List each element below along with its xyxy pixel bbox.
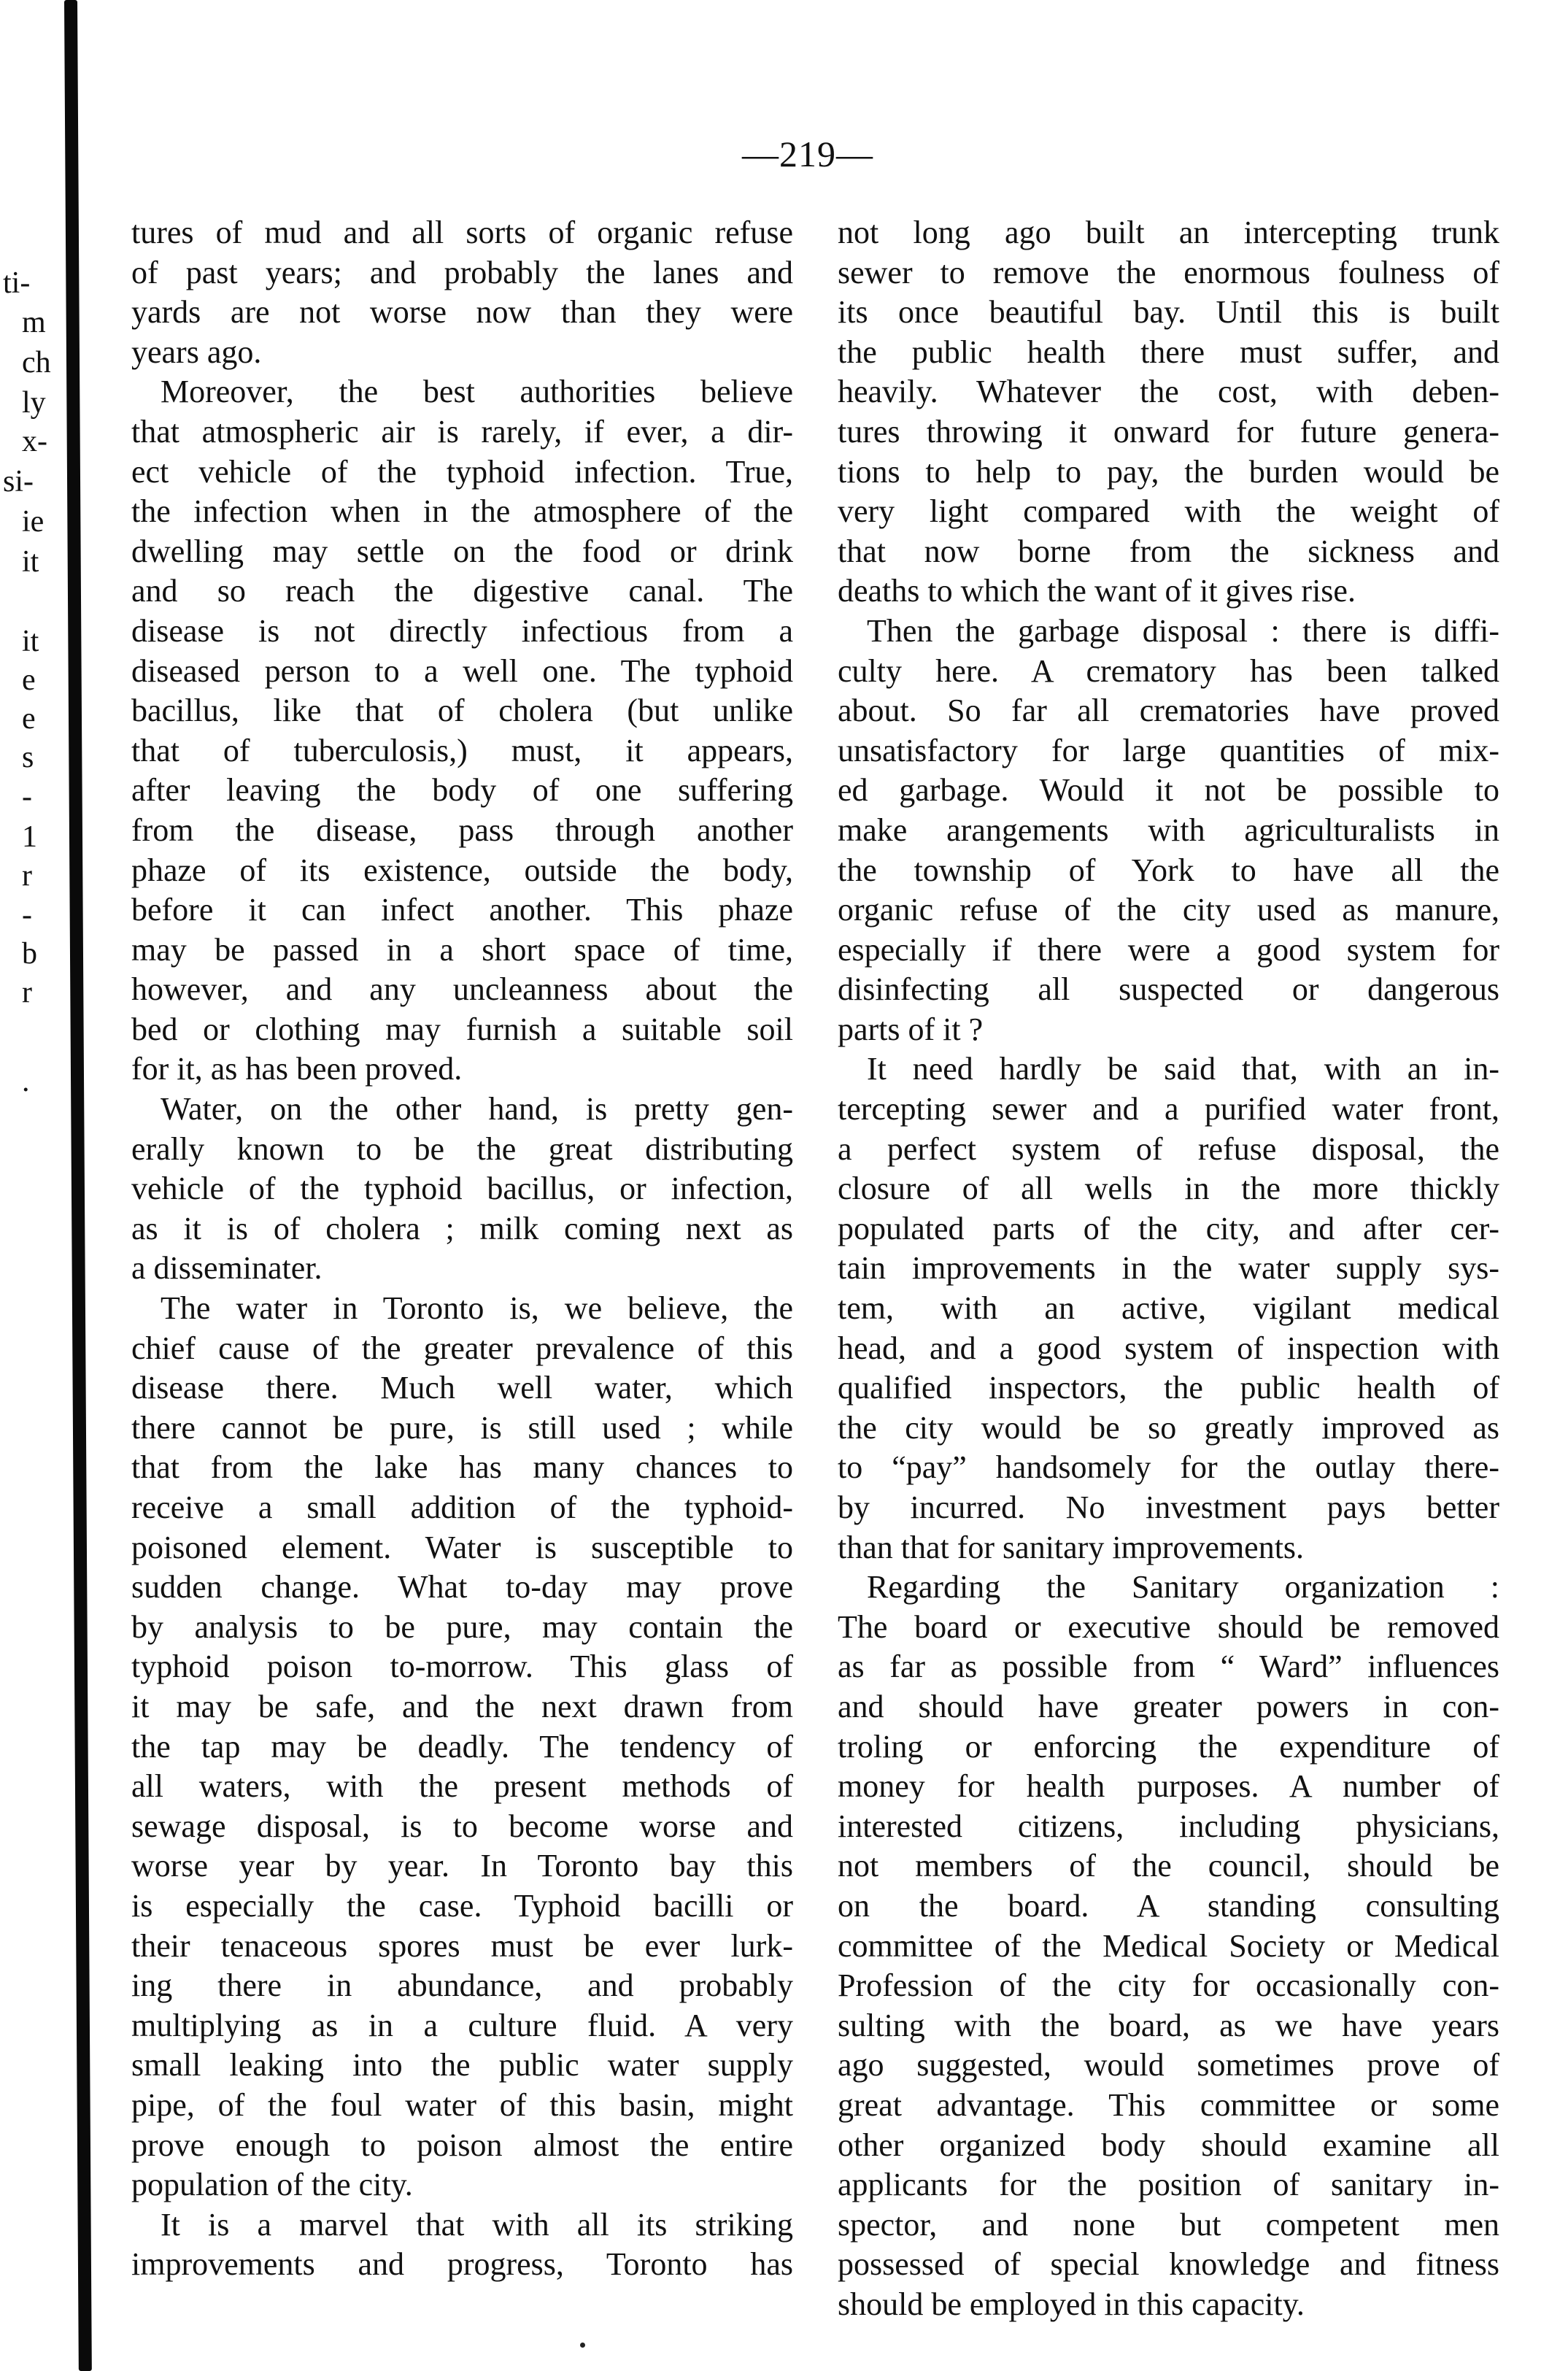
margin-fragment: s <box>22 741 34 774</box>
text-line: money for health purposes. A number of <box>838 1768 1499 1805</box>
margin-fragment: 1 <box>22 820 37 854</box>
text-line: disinfecting all suspected or dangerous <box>838 971 1499 1008</box>
paragraph <box>131 213 793 372</box>
text-line: Regarding the Sanitary organization : <box>867 1569 1499 1605</box>
text-line: troling or enforcing the expenditure of <box>838 1728 1499 1765</box>
text-line: diseased person to a well one. The typhoid <box>131 652 793 689</box>
text-line: that from the lake has many chances to <box>131 1449 793 1486</box>
page-number: —219— <box>742 134 873 174</box>
text-line: than that for sanitary improvements. <box>838 1529 1305 1565</box>
text-line: closure of all wells in the more thickly <box>838 1171 1499 1207</box>
paragraph <box>131 2205 793 2285</box>
margin-fragment: e <box>22 702 36 736</box>
text-line: by incurred. No investment pays better <box>838 1489 1499 1525</box>
text-line: as far as possible from “ Ward” influences <box>838 1649 1499 1685</box>
margin-fragment: m <box>22 306 46 339</box>
text-line: tures throwing it onward for future genera- <box>838 413 1499 450</box>
text-line: that now borne from the sickness and <box>838 533 1499 569</box>
paragraph <box>131 1090 793 1289</box>
text-line: tions to help to pay, the burden would be <box>838 453 1499 490</box>
text-line: tain improvements in the water supply sys- <box>838 1250 1499 1287</box>
page-binding-edge <box>64 0 92 2371</box>
margin-fragment: e <box>22 663 36 697</box>
text-line: should be employed in this capacity. <box>838 2286 1305 2322</box>
text-line: parts of it ? <box>838 1011 984 1047</box>
text-line: improvements and progress, Toronto has <box>131 2246 793 2283</box>
text-line: culty here. A crematory has been talked <box>838 652 1499 689</box>
text-line: populated parts of the city, and after cer- <box>838 1210 1499 1246</box>
margin-fragment: si- <box>3 465 34 498</box>
text-line: from the disease, pass through another <box>131 811 793 848</box>
paragraph <box>838 612 1499 1050</box>
text-line: ing there in abundance, and probably <box>131 1967 793 2004</box>
text-line: ago suggested, would sometimes prove of <box>838 2047 1499 2083</box>
text-line: It is a marvel that with all its striking <box>161 2206 793 2243</box>
text-line: spector, and none but competent men <box>838 2206 1499 2243</box>
paragraph <box>838 1568 1499 2324</box>
text-line: that of tuberculosis,) must, it appears, <box>131 732 793 768</box>
text-line: dwelling may settle on the food or drink <box>131 533 793 569</box>
text-line: however, and any uncleanness about the <box>131 971 793 1008</box>
text-line: applicants for the position of sanitary in- <box>838 2167 1499 2203</box>
text-line: phaze of its existence, outside the body, <box>131 852 793 888</box>
text-line: vehicle of the typhoid bacillus, or infection, <box>131 1171 793 1207</box>
text-line: especially if there were a good system for <box>838 931 1499 968</box>
text-line: not members of the council, should be <box>838 1848 1499 1884</box>
text-line: worse year by year. In Toronto bay this <box>131 1848 793 1884</box>
text-line: and so reach the digestive canal. The <box>131 573 793 609</box>
text-line: committee of the Medical Society or Medical <box>838 1927 1499 1964</box>
text-line: to “pay” handsomely for the outlay there- <box>838 1449 1499 1486</box>
text-line: sulting with the board, as we have years <box>838 2007 1499 2043</box>
text-line: typhoid poison to-morrow. This glass of <box>131 1649 793 1685</box>
text-line: qualified inspectors, the public health of <box>838 1370 1499 1406</box>
text-line: interested citizens, including physicians, <box>838 1808 1499 1844</box>
left-column <box>131 213 793 2285</box>
text-line: tem, with an active, vigilant medical <box>838 1290 1499 1327</box>
margin-fragment: . <box>22 1065 30 1098</box>
text-line: erally known to be the great distributing <box>131 1130 793 1167</box>
right-column <box>838 213 1499 2324</box>
text-line: great advantage. This committee or some <box>838 2086 1499 2123</box>
margin-fragment: ti- <box>3 266 31 300</box>
margin-fragment: x- <box>22 425 47 458</box>
text-line: tercepting sewer and a purified water front, <box>838 1091 1499 1127</box>
text-line: the tap may be deadly. The tendency of <box>131 1728 793 1765</box>
margin-fragment: it <box>22 625 39 658</box>
text-line: yards are not worse now than they were <box>131 294 793 331</box>
text-line: very light compared with the weight of <box>838 493 1499 530</box>
text-line: It need hardly be said that, with an in- <box>867 1051 1499 1087</box>
text-line: as it is of cholera ; milk coming next as <box>131 1210 793 1246</box>
text-line: there cannot be pure, is still used ; while <box>131 1409 793 1446</box>
text-line: Water, on the other hand, is pretty gen- <box>161 1091 793 1127</box>
text-line: that atmospheric air is rarely, if ever, a dir- <box>131 413 793 450</box>
text-line: Moreover, the best authorities believe <box>161 374 793 410</box>
margin-fragment: b <box>22 937 37 971</box>
paragraph <box>838 1049 1499 1568</box>
margin-fragment: r <box>22 976 32 1009</box>
text-line: on the board. A standing consulting <box>838 1887 1499 1924</box>
paragraph <box>838 213 1499 612</box>
text-line: receive a small addition of the typhoid- <box>131 1489 793 1525</box>
text-line: tures of mud and all sorts of organic refuse <box>131 215 793 250</box>
text-line: all waters, with the present methods of <box>131 1768 793 1805</box>
text-line: ect vehicle of the typhoid infection. True, <box>131 453 793 490</box>
text-line: the township of York to have all the <box>838 852 1499 888</box>
text-line: Profession of the city for occasionally con- <box>838 1967 1499 2004</box>
text-line: disease is not directly infectious from a <box>131 612 793 649</box>
text-line: small leaking into the public water supply <box>131 2047 793 2083</box>
text-line: about. So far all crematories have proved <box>838 693 1499 729</box>
text-line: bacillus, like that of cholera (but unlike <box>131 693 793 729</box>
text-line: the infection when in the atmosphere of the <box>131 493 793 530</box>
text-line: may be passed in a short space of time, <box>131 931 793 968</box>
text-line: prove enough to poison almost the entire <box>131 2127 793 2163</box>
text-line: deaths to which the want of it gives rise. <box>838 573 1356 609</box>
text-line: a perfect system of refuse disposal, the <box>838 1130 1499 1167</box>
text-line: population of the city. <box>131 2167 413 2203</box>
ink-speck <box>580 2343 585 2348</box>
text-line: multiplying as in a culture fluid. A very <box>131 2007 793 2043</box>
text-line: sewer to remove the enormous foulness of <box>838 254 1499 290</box>
text-line: heavily. Whatever the cost, with deben- <box>838 374 1499 410</box>
text-line: the city would be so greatly improved as <box>838 1409 1499 1446</box>
margin-fragment: it <box>22 545 39 579</box>
margin-fragment: - <box>22 780 32 814</box>
text-line: their tenaceous spores must be ever lurk- <box>131 1927 793 1964</box>
text-line: Then the garbage disposal : there is diffi- <box>867 612 1499 649</box>
margin-fragment: ie <box>22 505 45 539</box>
text-line: it may be safe, and the next drawn from <box>131 1688 793 1724</box>
text-line: poisoned element. Water is susceptible to <box>131 1529 793 1565</box>
text-line: ed garbage. Would it not be possible to <box>838 772 1499 809</box>
text-line: for it, as has been proved. <box>131 1051 463 1087</box>
text-line: by analysis to be pure, may contain the <box>131 1608 793 1645</box>
text-line: other organized body should examine all <box>838 2127 1499 2163</box>
text-line: organic refuse of the city used as manure, <box>838 892 1499 928</box>
text-line: of past years; and probably the lanes and <box>131 254 793 290</box>
text-line: and should have greater powers in con- <box>838 1688 1499 1724</box>
text-line: The board or executive should be removed <box>838 1608 1499 1645</box>
text-line: pipe, of the foul water of this basin, might <box>131 2086 793 2123</box>
text-line: The water in Toronto is, we believe, the <box>161 1290 793 1327</box>
text-line: bed or clothing may furnish a suitable soil <box>131 1011 793 1047</box>
text-line: its once beautiful bay. Until this is built <box>838 294 1499 331</box>
paragraph <box>131 372 793 1090</box>
text-line: the public health there must suffer, and <box>838 334 1499 370</box>
text-line: a disseminater. <box>131 1250 323 1287</box>
text-line: possessed of special knowledge and fitness <box>838 2246 1499 2283</box>
text-line: is especially the case. Typhoid bacilli or <box>131 1887 793 1924</box>
text-line: unsatisfactory for large quantities of mix- <box>838 732 1499 768</box>
text-line: not long ago built an intercepting trunk <box>838 215 1499 250</box>
text-line: sudden change. What to-day may prove <box>131 1569 793 1605</box>
text-line: after leaving the body of one suffering <box>131 772 793 809</box>
text-line: chief cause of the greater prevalence of this <box>131 1330 793 1366</box>
margin-fragment: r <box>22 859 32 893</box>
text-line: years ago. <box>131 334 262 370</box>
paragraph <box>131 1289 793 2205</box>
text-line: sewage disposal, is to become worse and <box>131 1808 793 1844</box>
text-line: before it can infect another. This phaze <box>131 892 793 928</box>
text-line: disease there. Much well water, which <box>131 1370 793 1406</box>
margin-fragment: ly <box>22 386 46 420</box>
text-line: head, and a good system of inspection with <box>838 1330 1499 1366</box>
margin-fragment: ch <box>22 346 51 379</box>
margin-fragment: - <box>22 898 32 932</box>
text-line: make arangements with agriculturalists in <box>838 811 1499 848</box>
